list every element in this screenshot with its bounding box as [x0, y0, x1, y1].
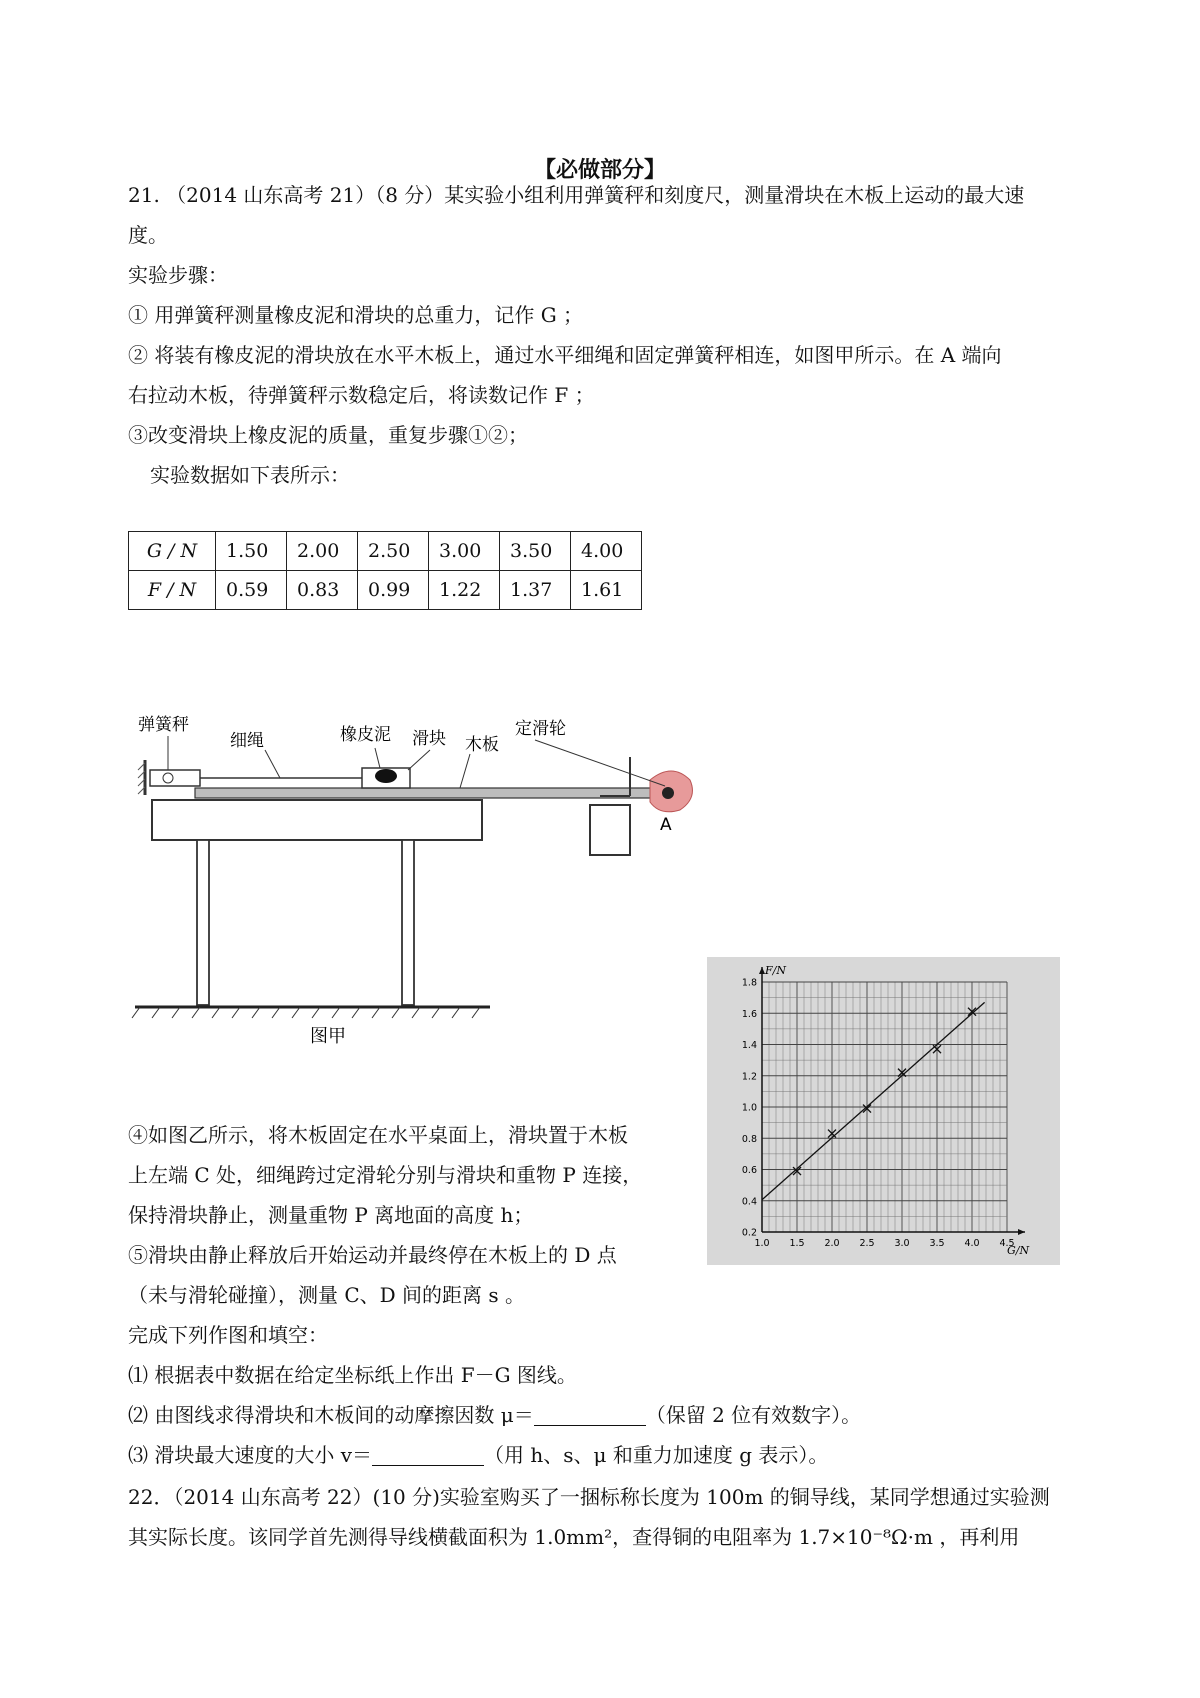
step-4a: ④如图乙所示，将木板固定在水平桌面上，滑块置于木板 [128, 1123, 628, 1147]
step-5b: （未与滑轮碰撞），测量 C、D 间的距离 s 。 [128, 1283, 526, 1307]
figure-caption: 图甲 [310, 1026, 346, 1047]
table-cell: 0.59 [216, 571, 287, 610]
y-tick-label: 0.2 [741, 1227, 757, 1239]
table-cell: 2.50 [358, 532, 429, 571]
table-cell: 1.50 [216, 532, 287, 571]
table-leg-left [197, 840, 209, 1005]
q21-line2: 度。 [128, 223, 168, 247]
y-axis-label: F/N [765, 964, 786, 977]
task-2 [128, 1400, 861, 1430]
tasks-title: 完成下列作图和填空： [128, 1323, 328, 1347]
step-4c: 保持滑块静止，测量重物 P 离地面的高度 h； [128, 1203, 534, 1227]
fg-graph-panel [707, 957, 1060, 1265]
chart-grid [762, 982, 1007, 1232]
step-1: ① 用弹簧秤测量橡皮泥和滑块的总重力，记作 G ； [128, 303, 584, 327]
label-rope: 细绳 [230, 731, 264, 751]
spring-scale-dial [163, 773, 173, 783]
q22-line1: 22．（2014 山东高考 22）(10 分)实验室购买了一捆标称长度为 100m 的铜导线，某同学想通过实验测 [128, 1485, 1050, 1509]
x-tick-label: 1.0 [754, 1238, 770, 1249]
x-axis-label: G/N [1007, 1244, 1030, 1257]
table-cell: 1.61 [571, 571, 642, 610]
table-intro: 实验数据如下表所示： [150, 463, 350, 487]
task-2-suffix: （保留 2 位有效数字）。 [645, 1403, 862, 1427]
pulley-wheel [662, 787, 674, 799]
data-table [128, 531, 642, 610]
task-3 [128, 1440, 828, 1470]
table-cell: 1.22 [429, 571, 500, 610]
task-1: ⑴ 根据表中数据在给定坐标纸上作出 F－G 图线。 [128, 1363, 577, 1387]
table-row-g [129, 532, 642, 571]
putty-blob [375, 769, 397, 783]
label-putty: 橡皮泥 [340, 725, 391, 745]
table-cell: 3.50 [500, 532, 571, 571]
step-4b: 上左端 C 处，细绳跨过定滑轮分别与滑块和重物 P 连接， [128, 1163, 643, 1187]
section-title: 【必做部分】 [533, 158, 666, 183]
answer-blank-mu[interactable] [534, 1405, 646, 1426]
task-2-prefix: ⑵ 由图线求得滑块和木板间的动摩擦因数 μ＝ [128, 1403, 534, 1427]
table-cell: 1.37 [500, 571, 571, 610]
row-header-g: G / N [129, 532, 216, 571]
y-tick-label: 0.4 [741, 1196, 757, 1208]
x-tick-label: 1.5 [789, 1238, 805, 1249]
q22-line2: 其实际长度。该同学首先测得导线横截面积为 1.0mm²，查得铜的电阻率为 1.7×10⁻⁸Ω·m ，再利用 [128, 1525, 1020, 1549]
x-tick-label: 4.5 [999, 1238, 1015, 1249]
x-axis-arrow [1018, 1229, 1025, 1235]
step-2a: ② 将装有橡皮泥的滑块放在水平木板上，通过水平细绳和固定弹簧秤相连，如图甲所示。在 A 端向 [128, 343, 1002, 367]
label-spring-scale: 弹簧秤 [138, 715, 189, 735]
x-tick-label: 3.0 [894, 1238, 910, 1249]
step-5a: ⑤滑块由静止释放后开始运动并最终停在木板上的 D 点 [128, 1243, 617, 1267]
answer-blank-v[interactable] [372, 1445, 484, 1466]
y-tick-label: 1.4 [741, 1040, 757, 1051]
y-tick-label: 0.8 [741, 1133, 757, 1145]
table-cell: 0.99 [358, 571, 429, 610]
y-tick-label: 0.6 [741, 1165, 757, 1176]
y-tick-label: 1.8 [741, 977, 757, 989]
x-tick-label: 2.0 [824, 1238, 840, 1249]
x-tick-label: 3.5 [929, 1238, 945, 1249]
table-top [152, 800, 482, 840]
figure-jia-apparatus [130, 700, 690, 1047]
y-tick-label: 1.0 [741, 1102, 757, 1114]
table-cell: 0.83 [287, 571, 358, 610]
label-board: 木板 [465, 735, 499, 755]
fig-yi-block-partial [590, 805, 630, 855]
label-slider: 滑块 [412, 729, 446, 749]
step-2b: 右拉动木板，待弹簧秤示数稳定后，将读数记作 F ； [128, 383, 595, 407]
table-row-f [129, 571, 642, 610]
row-header-f: F / N [129, 571, 216, 610]
task-3-suffix: （用 h、s、μ 和重力加速度 g 表示）。 [484, 1443, 829, 1467]
steps-title: 实验步骤： [128, 263, 228, 287]
table-cell: 4.00 [571, 532, 642, 571]
y-tick-label: 1.2 [741, 1071, 757, 1083]
chart-axes [759, 967, 1025, 1235]
spring-scale-body [150, 770, 200, 786]
q21-line1: 21. （2014 山东高考 21）（8 分）某实验小组利用弹簧秤和刻度尺，测量滑块在木板上运动的最大速 [128, 183, 1025, 207]
task-3-prefix: ⑶ 滑块最大速度的大小 v＝ [128, 1443, 373, 1467]
fg-chart [707, 957, 1060, 1265]
ground-hatch [132, 1007, 480, 1018]
x-tick-label: 2.5 [859, 1238, 875, 1249]
table-cell: 2.00 [287, 532, 358, 571]
label-pulley: 定滑轮 [515, 719, 566, 739]
step-3: ③改变滑块上橡皮泥的质量，重复步骤①②； [128, 423, 528, 447]
label-end-a: A [660, 815, 672, 835]
y-tick-label: 1.6 [741, 1008, 757, 1020]
table-cell: 3.00 [429, 532, 500, 571]
table-leg-right [402, 840, 414, 1005]
x-tick-label: 4.0 [964, 1238, 980, 1249]
board-shape [195, 788, 665, 798]
